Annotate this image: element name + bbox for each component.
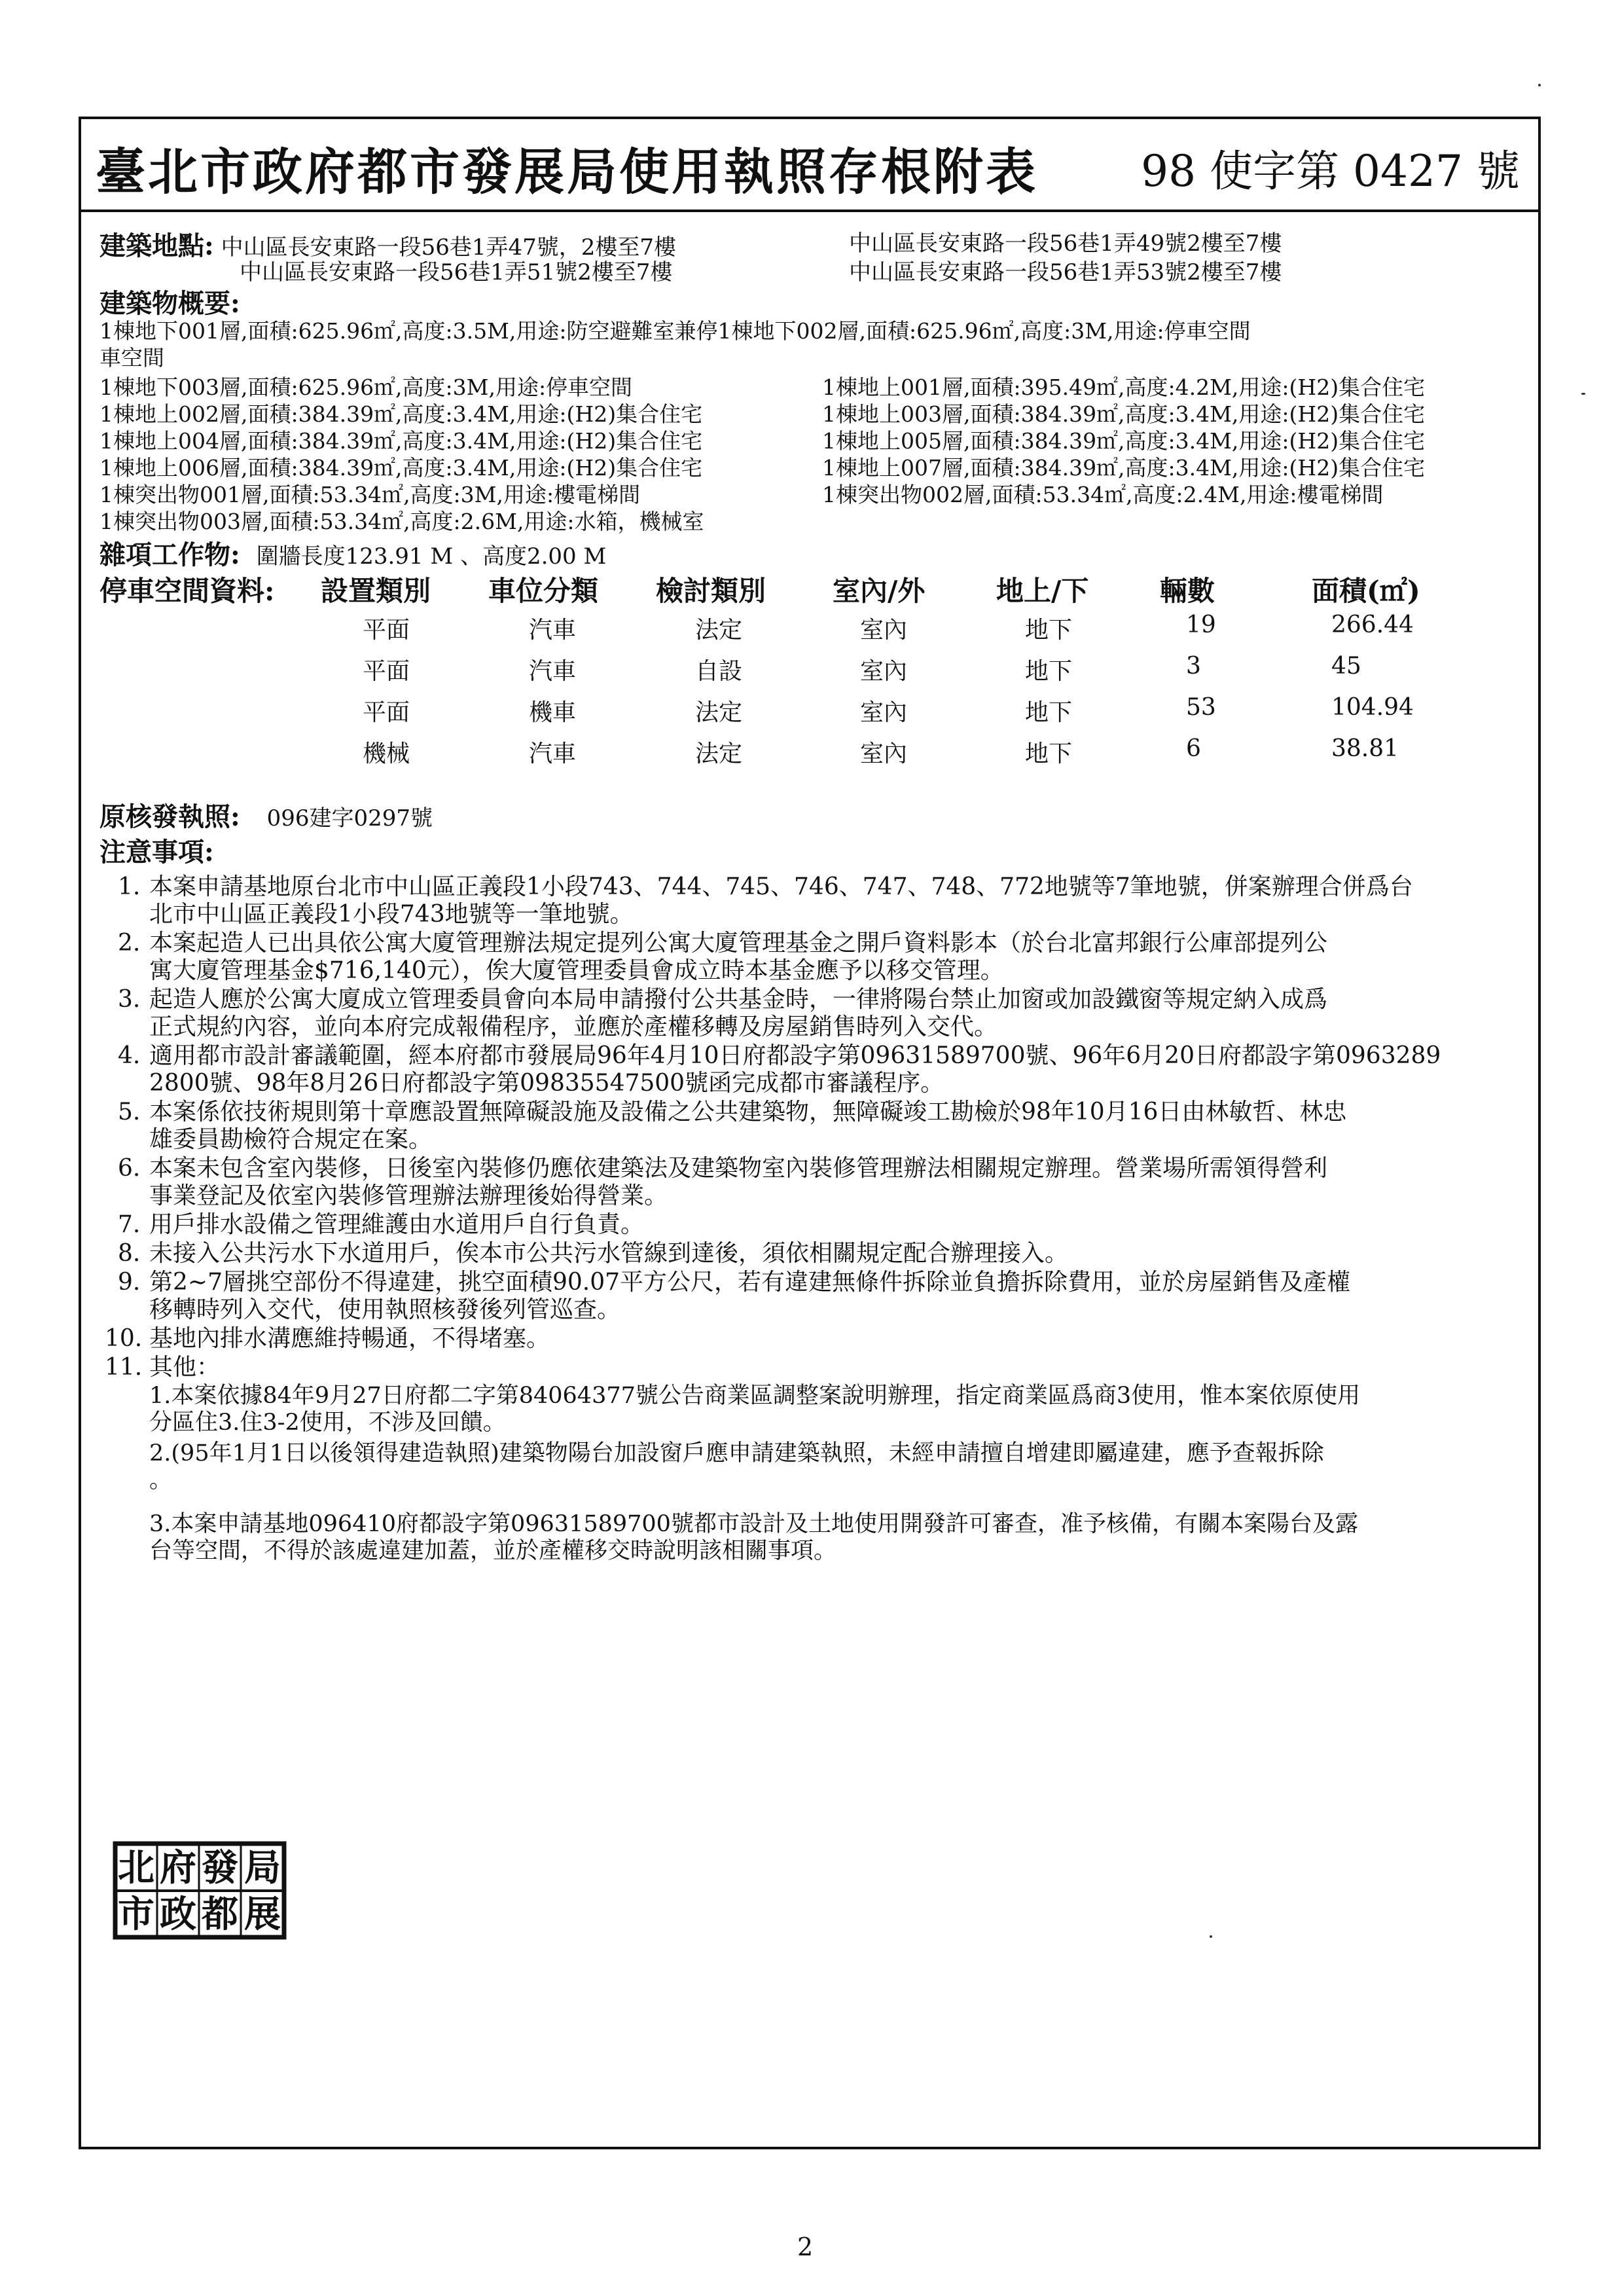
note-line: 本案係依技術規則第十章應設置無障礙設施及設備之公共建築物，無障礙竣工勘檢於98年10月16日由林敏哲、林忠 [149, 1099, 1347, 1125]
floor-entry: 1棟地上002層,面積:384.39㎡,高度:3.4M,用途:(H2)集合住宅 [99, 401, 703, 427]
note-number: 10. [105, 1325, 143, 1352]
note-number: 2. [118, 930, 141, 957]
floor-entry: 1棟地上006層,面積:384.39㎡,高度:3.4M,用途:(H2)集合住宅 [99, 455, 703, 481]
parking-col-header: 檢討類別 [656, 575, 766, 607]
svg-text:發: 發 [202, 1846, 238, 1889]
floor-entry: 1棟地上001層,面積:395.49㎡,高度:4.2M,用途:(H2)集合住宅 [822, 374, 1426, 400]
address-line: 中山區長安東路一段56巷1弄49號2樓至7樓 [849, 230, 1282, 257]
parking-row [99, 694, 1513, 735]
parking-cell: 平面 [363, 699, 410, 726]
note-item [99, 986, 1513, 1041]
parking-cell: 汽車 [529, 617, 577, 644]
note-item [99, 1155, 1513, 1210]
parking-col-header: 面積(㎡) [1312, 575, 1420, 607]
note-number: 5. [118, 1099, 141, 1125]
note-line: 正式規約內容，並向本府完成報備程序，並應於產權移轉及房屋銷售時列入交代。 [149, 1013, 998, 1040]
parking-cell: 6 [1186, 735, 1201, 762]
floor-entry: 1棟突出物002層,面積:53.34㎡,高度:2.4M,用途:樓電梯間 [822, 482, 1384, 507]
scan-speck [1210, 1935, 1212, 1938]
parking-cell: 機車 [529, 699, 577, 726]
official-seal-stamp [111, 1840, 288, 1941]
parking-cell: 機械 [363, 740, 410, 767]
note-line: 寓大廈管理基金$716,140元），俟大廈管理委員會成立時本基金應予以移交管理。 [149, 957, 1004, 984]
floor-entry: 1棟突出物001層,面積:53.34㎡,高度:3M,用途:樓電梯間 [99, 482, 641, 507]
building-intro-line: 車空間 [99, 345, 164, 371]
parking-col-header: 輛數 [1160, 575, 1215, 607]
parking-col-header: 車位分類 [488, 575, 599, 607]
note-number: 7. [118, 1211, 141, 1238]
parking-header-row [99, 570, 1513, 611]
note-item [99, 1269, 1513, 1324]
parking-cell: 室內 [860, 658, 908, 685]
svg-text:局: 局 [244, 1846, 281, 1889]
floor-row [99, 371, 1513, 400]
parking-col-header: 設置類別 [321, 575, 431, 607]
floor-entry: 1棟地下003層,面積:625.96㎡,高度:3M,用途:停車空間 [99, 374, 633, 400]
sub-note-line: 1.本案依據84年9月27日府都二字第84064377號公告商業區調整案說明辦理，指定商業區爲商3使用，惟本案依原使用 [149, 1383, 1361, 1409]
parking-cell: 地下 [1025, 658, 1073, 685]
floor-entry: 1棟突出物003層,面積:53.34㎡,高度:2.6M,用途:水箱，機械室 [99, 509, 704, 534]
note-line: 2800號、98年8月26日府都設字第09835547500號函完成都市審議程序。 [149, 1070, 944, 1097]
parking-label: 停車空間資料: [99, 575, 275, 607]
sub-note-line: 2.(95年1月1日以後領得建造執照)建築物陽台加設窗戶應申請建築執照，未經申請擅自增建即屬違建，應予查報拆除 [149, 1440, 1324, 1467]
original-permit-value: 096建字0297號 [266, 805, 433, 831]
notes-label-row [99, 831, 1513, 869]
sub-note-line: 分區住3.住3-2使用，不涉及回饋。 [149, 1410, 506, 1436]
floor-row [99, 478, 1513, 505]
building-intro-line: 1棟地下001層,面積:625.96㎡,高度:3.5M,用途:防空避難室兼停1棟地下002層,面積:625.96㎡,高度:3M,用途:停車空間 [99, 318, 1251, 344]
address-row-1 [99, 225, 1513, 261]
parking-col-header: 室內/外 [833, 575, 926, 607]
floor-row [99, 451, 1513, 481]
note-number: 1. [118, 873, 141, 900]
address-row-2 [99, 254, 1513, 283]
note-number: 11. [105, 1354, 143, 1381]
floor-row [99, 424, 1513, 454]
parking-col-header: 地上/下 [996, 575, 1089, 607]
scan-speck [1538, 84, 1541, 86]
parking-row [99, 611, 1513, 653]
parking-cell: 19 [1186, 611, 1216, 638]
note-number: 3. [118, 986, 141, 1013]
parking-cell: 法定 [695, 699, 743, 726]
floor-entry: 1棟地上007層,面積:384.39㎡,高度:3.4M,用途:(H2)集合住宅 [822, 455, 1426, 481]
note-item [99, 1240, 1513, 1267]
address-line: 中山區長安東路一段56巷1弄53號2樓至7樓 [849, 259, 1282, 285]
note-item [99, 1325, 1513, 1353]
misc-work-row [99, 534, 1513, 570]
parking-cell: 45 [1331, 653, 1361, 680]
address-line: 中山區長安東路一段56巷1弄51號2樓至7樓 [240, 259, 673, 285]
floor-row [99, 505, 1513, 532]
scan-speck [1581, 393, 1585, 395]
note-item [99, 930, 1513, 985]
original-permit-row [99, 796, 1513, 831]
sub-note [99, 1511, 1513, 1565]
parking-cell: 平面 [363, 617, 410, 644]
notes-label: 注意事項: [99, 837, 214, 867]
svg-text:北: 北 [118, 1846, 154, 1889]
parking-cell: 地下 [1025, 617, 1073, 644]
building-label: 建築物概要: [99, 288, 240, 319]
svg-text:政: 政 [160, 1893, 196, 1936]
parking-cell: 3 [1186, 653, 1201, 680]
note-line: 其他： [149, 1354, 221, 1381]
parking-cell: 266.44 [1331, 611, 1414, 638]
parking-cell: 法定 [695, 740, 743, 767]
note-item [99, 1354, 1513, 1381]
note-number: 9. [118, 1269, 141, 1296]
floor-entry: 1棟地上005層,面積:384.39㎡,高度:3.4M,用途:(H2)集合住宅 [822, 428, 1426, 454]
sub-note [99, 1440, 1513, 1494]
parking-cell: 104.94 [1331, 694, 1414, 721]
note-line: 適用都市設計審議範圍，經本府都市發展局96年4月10日府都設字第09631589700號、96年6月20日府都設字第0963289 [149, 1042, 1441, 1069]
sub-note-line: 3.本案申請基地096410府都設字第09631589700號都市設計及土地使用開發許可審查，准予核備，有關本案陽台及露 [149, 1511, 1358, 1537]
parking-cell: 法定 [695, 617, 743, 644]
original-permit-label: 原核發執照: [99, 801, 240, 832]
misc-work-value: 圍牆長度123.91 M 、高度2.00 M [256, 543, 607, 570]
note-line: 未接入公共污水下水道用戶，俟本市公共污水管線到達後，須依相關規定配合辦理接入。 [149, 1240, 1069, 1267]
parking-cell: 地下 [1025, 699, 1073, 726]
floor-row [99, 397, 1513, 427]
address-line: 中山區長安東路一段56巷1弄47號，2樓至7樓 [221, 234, 676, 261]
note-line: 移轉時列入交代，使用執照核發後列管巡查。 [149, 1296, 621, 1323]
note-item [99, 1211, 1513, 1239]
title-bar [81, 119, 1538, 212]
svg-text:市: 市 [118, 1893, 154, 1936]
note-item [99, 1099, 1513, 1154]
parking-cell: 汽車 [529, 740, 577, 767]
parking-cell: 地下 [1025, 740, 1073, 767]
sub-note-line: 。 [149, 1467, 173, 1493]
note-line: 用戶排水設備之管理維護由水道用戶自行負責。 [149, 1211, 645, 1238]
parking-cell: 38.81 [1331, 735, 1399, 762]
document-frame [79, 117, 1541, 2149]
note-line: 事業登記及依室內裝修管理辦法辦理後始得營業。 [149, 1182, 668, 1209]
parking-row [99, 653, 1513, 694]
note-line: 起造人應於公寓大廈成立管理委員會向本局申請撥付公共基金時，一律將陽台禁止加窗或加設鐵窗等規定納入成爲 [149, 986, 1328, 1013]
note-line: 本案申請基地原台北市中山區正義段1小段743、744、745、746、747、748、772地號等7筆地號，併案辦理合併爲台 [149, 873, 1413, 900]
parking-cell: 室內 [860, 617, 908, 644]
svg-text:都: 都 [202, 1893, 238, 1936]
note-line: 基地內排水溝應維持暢通，不得堵塞。 [149, 1325, 550, 1352]
note-number: 6. [118, 1155, 141, 1182]
note-number: 4. [118, 1042, 141, 1069]
note-line: 雄委員勘檢符合規定在案。 [149, 1126, 433, 1153]
parking-cell: 室內 [860, 699, 908, 726]
document-body [99, 225, 1513, 1569]
parking-cell: 53 [1186, 694, 1216, 721]
parking-row [99, 735, 1513, 776]
page-number: 2 [797, 2232, 814, 2261]
parking-cell: 平面 [363, 658, 410, 685]
note-item [99, 873, 1513, 928]
floor-entry: 1棟地上003層,面積:384.39㎡,高度:3.4M,用途:(H2)集合住宅 [822, 401, 1426, 427]
note-line: 第2~7層挑空部份不得違建，挑空面積90.07平方公尺，若有違建無條件拆除並負擔拆除費用，並於房屋銷售及產權 [149, 1269, 1351, 1296]
document-title: 臺北市政府都市發展局使用執照存根附表 [96, 143, 1038, 201]
note-line: 北市中山區正義段1小段743地號等一筆地號。 [149, 901, 634, 928]
note-line: 本案未包含室內裝修，日後室內裝修仍應依建築法及建築物室內裝修管理辦法相關規定辦理。營業場所需領得營利 [149, 1155, 1328, 1182]
note-item [99, 1042, 1513, 1097]
permit-number: 98 使字第 0427 號 [1141, 146, 1520, 196]
parking-cell: 室內 [860, 740, 908, 767]
floor-entry: 1棟地上004層,面積:384.39㎡,高度:3.4M,用途:(H2)集合住宅 [99, 428, 703, 454]
building-label-row [99, 283, 1513, 319]
note-line: 本案起造人已出具依公寓大廈管理辦法規定提列公寓大廈管理基金之開戶資料影本（於台北富邦銀行公庫部提列公 [149, 930, 1328, 957]
svg-text:展: 展 [244, 1893, 281, 1936]
parking-cell: 汽車 [529, 658, 577, 685]
sub-note-line: 台等空間，不得於該處違建加蓋，並於產權移交時說明該相關事項。 [149, 1538, 837, 1564]
note-number: 8. [118, 1240, 141, 1267]
sub-note [99, 1383, 1513, 1436]
notes-list [99, 873, 1513, 1565]
misc-work-label: 雜項工作物: [99, 539, 240, 570]
parking-cell: 自設 [695, 658, 743, 685]
address-label: 建築地點: [99, 230, 214, 261]
svg-text:府: 府 [160, 1846, 196, 1889]
